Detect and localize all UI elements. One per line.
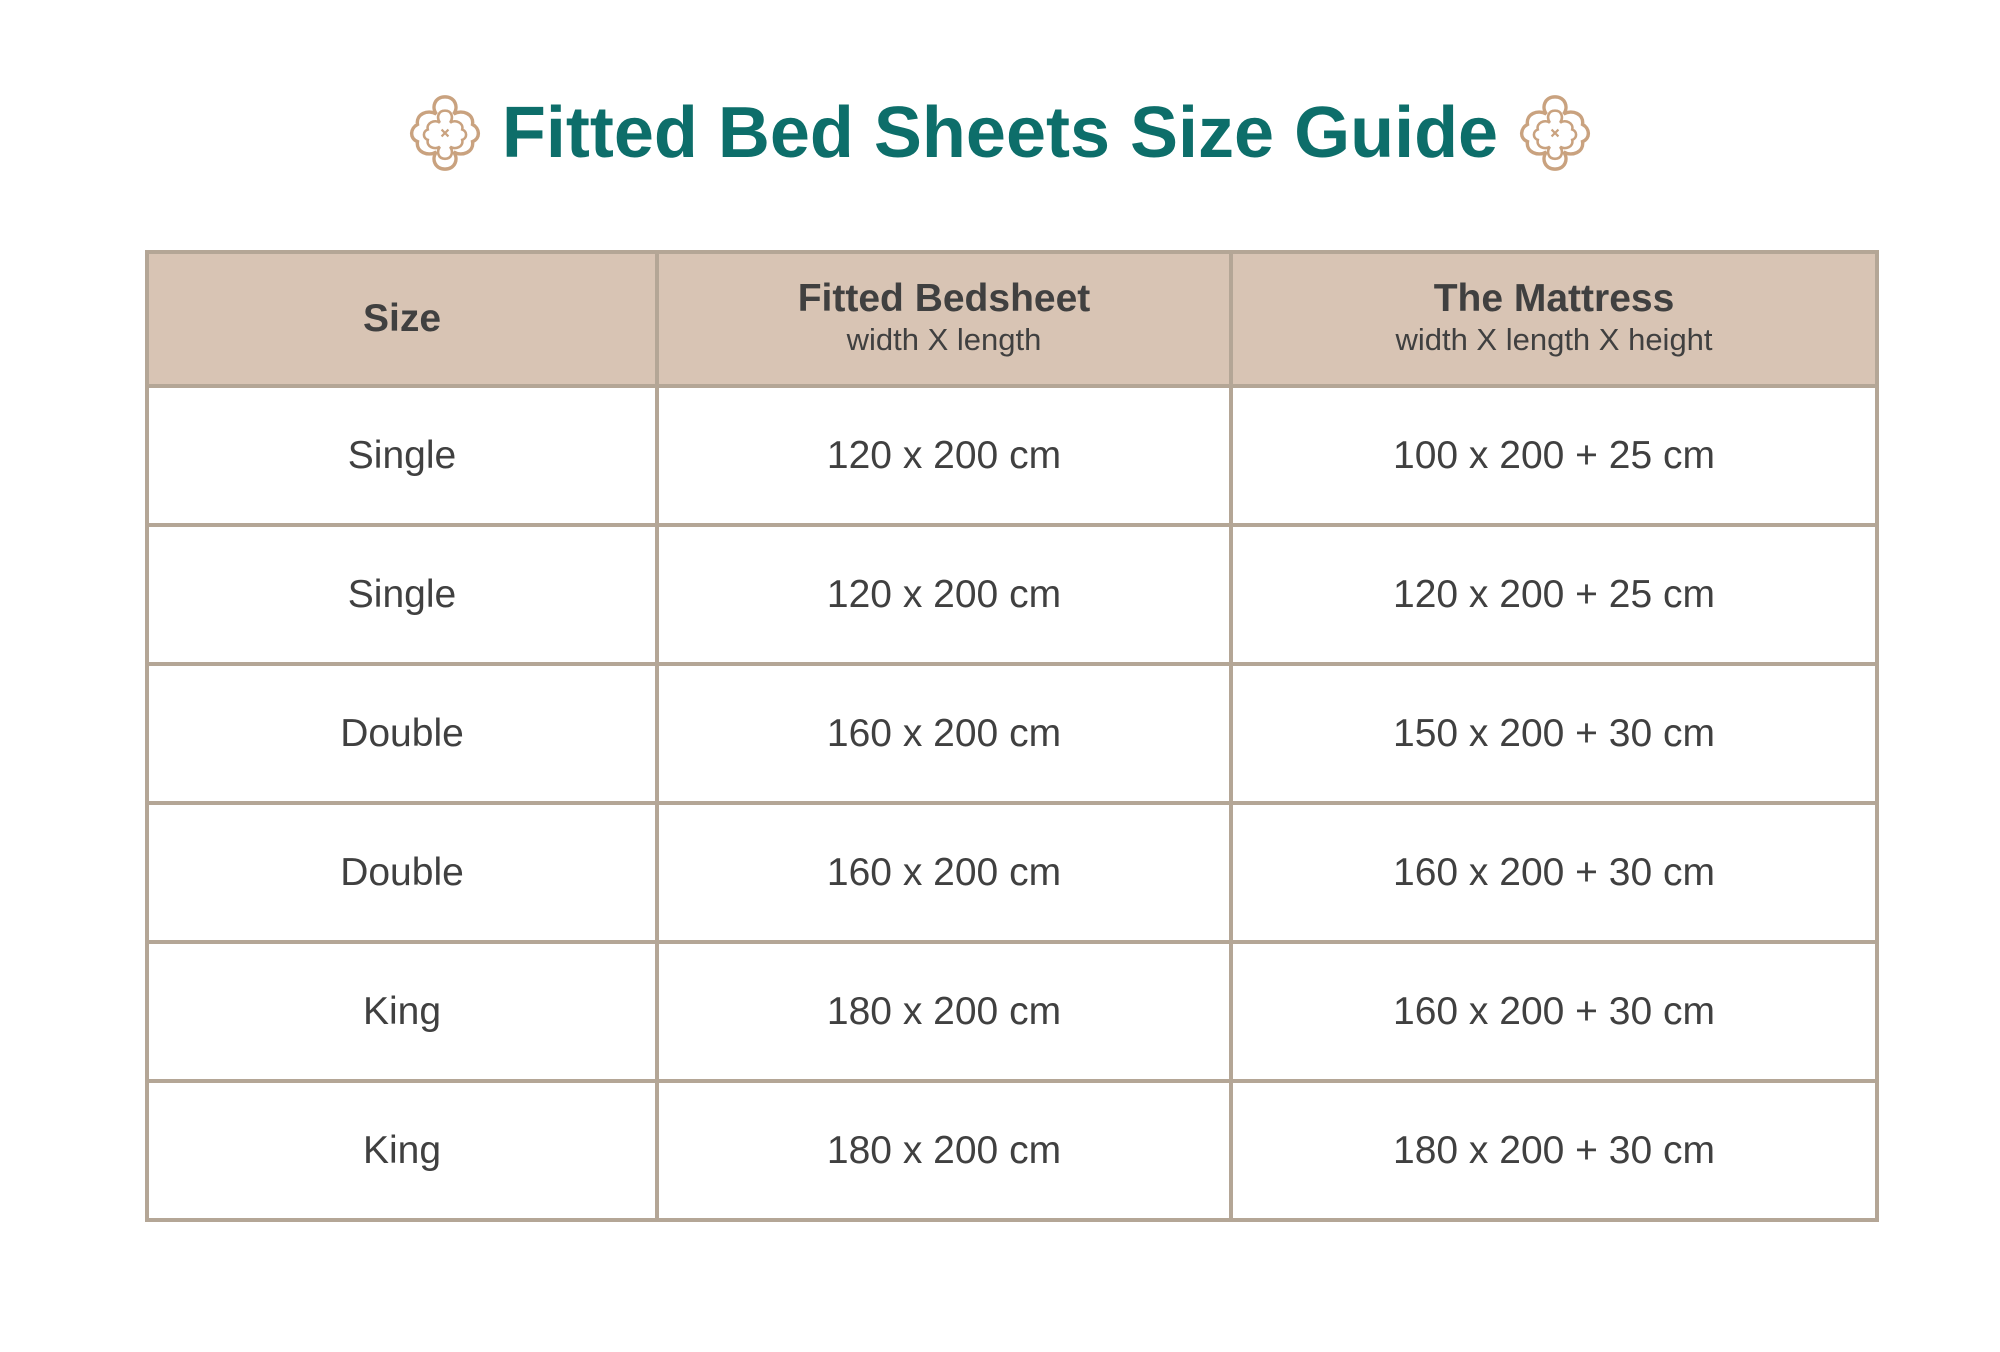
cell-size: King (147, 942, 657, 1081)
page-title: Fitted Bed Sheets Size Guide (501, 93, 1499, 173)
cell-mattress: 160 x 200 + 30 cm (1231, 942, 1877, 1081)
cell-bedsheet: 120 x 200 cm (657, 386, 1231, 525)
cell-size: Double (147, 664, 657, 803)
cell-mattress: 150 x 200 + 30 cm (1231, 664, 1877, 803)
cell-mattress: 120 x 200 + 25 cm (1231, 525, 1877, 664)
cell-bedsheet: 160 x 200 cm (657, 803, 1231, 942)
table-row (147, 664, 1877, 803)
floral-ornament-icon (402, 90, 488, 176)
header-fitted-bedsheet (657, 252, 1231, 386)
table-body (147, 386, 1877, 1220)
header-mattress (1231, 252, 1877, 386)
table-row (147, 942, 1877, 1081)
table-row (147, 1081, 1877, 1220)
cell-size: King (147, 1081, 657, 1220)
cell-size: Single (147, 525, 657, 664)
cell-mattress: 100 x 200 + 25 cm (1231, 386, 1877, 525)
page-header (0, 88, 2000, 178)
cell-bedsheet: 180 x 200 cm (657, 1081, 1231, 1220)
header-mattress-subtitle: width X length X height (1395, 322, 1713, 358)
size-guide-table (145, 250, 1879, 1222)
header-row (147, 252, 1877, 386)
header-size-title: Size (362, 296, 442, 340)
cell-size: Double (147, 803, 657, 942)
floral-ornament-icon (1512, 90, 1598, 176)
cell-bedsheet: 160 x 200 cm (657, 664, 1231, 803)
table-row (147, 386, 1877, 525)
table-header (147, 252, 1877, 386)
cell-bedsheet: 180 x 200 cm (657, 942, 1231, 1081)
cell-bedsheet: 120 x 200 cm (657, 525, 1231, 664)
header-size (147, 252, 657, 386)
table-row (147, 803, 1877, 942)
cell-mattress: 160 x 200 + 30 cm (1231, 803, 1877, 942)
cell-mattress: 180 x 200 + 30 cm (1231, 1081, 1877, 1220)
cell-size: Single (147, 386, 657, 525)
header-fitted-bedsheet-title: Fitted Bedsheet (797, 277, 1091, 321)
table-row (147, 525, 1877, 664)
header-mattress-title: The Mattress (1433, 277, 1675, 321)
header-fitted-bedsheet-subtitle: width X length (846, 322, 1042, 358)
